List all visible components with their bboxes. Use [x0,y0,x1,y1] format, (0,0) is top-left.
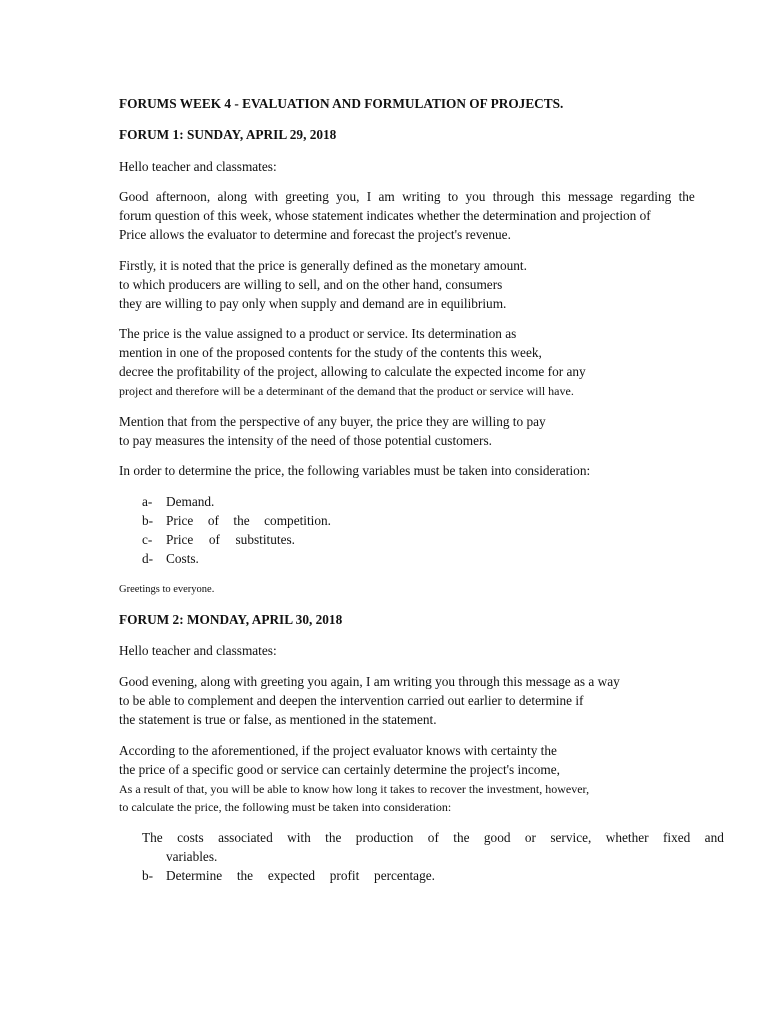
forum1-p2-line3: they are willing to pay only when supply and demand are in equilibrium. [119,296,507,311]
forum1-p3-line2: mention in one of the proposed contents for the study of the contents this week, [119,345,542,360]
list-marker: b- [142,868,154,883]
forum2-p1-line1: Good evening, along with greeting you again, I am writing you through this message as a way [119,674,620,689]
forum2-p2-line3: As a result of that, you will be able to know how long it takes to recover the investment, however, [119,782,590,796]
list-item [142,830,724,846]
forum1-p3-line3: decree the profitability of the project, allowing to calculate the expected income for any [119,364,586,379]
forum1-p4-line1: Mention that from the perspective of any buyer, the price they are willing to pay [119,414,546,429]
forum2-p1-line3: the statement is true or false, as mentioned in the statement. [119,712,437,727]
document-title: FORUMS WEEK 4 - EVALUATION AND FORMULATION OF PROJECTS. [119,96,564,111]
forum2-greeting: Hello teacher and classmates: [119,643,277,658]
forum1-p2-line2: to which producers are willing to sell, and on the other hand, consumers [119,277,503,292]
forum1-closing: Greetings to everyone. [119,584,215,595]
list-text: Demand. [166,494,215,509]
list-marker: a- [142,494,153,509]
forum1-p3-line4: project and therefore will be a determinant of the demand that the product or service will have. [119,384,574,398]
forum1-p4-line2: to pay measures the intensity of the need of those potential customers. [119,433,492,448]
forum1-p1-line2: forum question of this week, whose statement indicates whether the determination and projection of [119,208,651,223]
forum1-greeting: Hello teacher and classmates: [119,159,277,174]
forum1-p5: In order to determine the price, the following variables must be taken into consideration: [119,463,591,478]
forum1-p1-line3: Price allows the evaluator to determine and forecast the project's revenue. [119,227,511,242]
forum2-p2-line1: According to the aforementioned, if the project evaluator knows with certainty the [119,743,557,758]
list-text: Determine the expected profit percentage. [166,868,435,883]
list-text: Costs. [166,551,199,566]
forum2-p1-line2: to be able to complement and deepen the intervention carried out earlier to determine if [119,693,584,708]
list-text: The costs associated with the production of the good or service, whether fixed and [142,830,724,845]
forum2-heading: FORUM 2: MONDAY, APRIL 30, 2018 [119,612,343,627]
list-item [142,532,295,548]
forum1-p3-line1: The price is the value assigned to a product or service. Its determination as [119,326,517,341]
list-marker: d- [142,551,154,566]
forum1-p1-line1: Good afternoon, along with greeting you, I am writing to you through this message regarding the [119,189,695,204]
forum1-heading: FORUM 1: SUNDAY, APRIL 29, 2018 [119,127,337,142]
forum2-p2-line4: to calculate the price, the following must be taken into consideration: [119,800,452,814]
list-marker: b- [142,513,154,528]
list-item [142,551,199,567]
list-item [142,513,331,529]
list-item [142,494,214,510]
list-item [142,868,435,884]
list-text: Price of substitutes. [166,532,295,547]
list-text: Price of the competition. [166,513,331,528]
list-marker: c- [142,532,153,547]
forum1-p2-line1: Firstly, it is noted that the price is generally defined as the monetary amount. [119,258,527,273]
forum2-p2-line2: the price of a specific good or service can certainly determine the project's income, [119,762,560,777]
list-item-continuation: variables. [166,849,218,864]
